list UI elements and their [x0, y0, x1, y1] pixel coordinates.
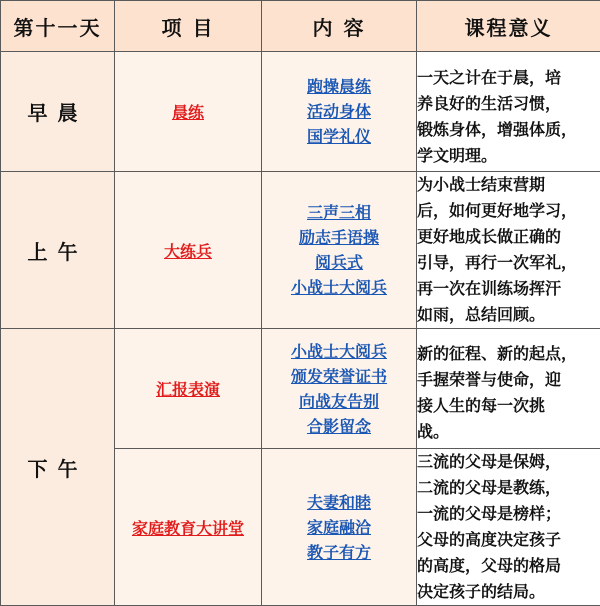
- meaning-cell: [417, 52, 600, 172]
- time-forenoon: 上午: [1, 172, 115, 329]
- content-link[interactable]: 跑操晨练: [262, 74, 416, 99]
- content-link[interactable]: 小战士大阅兵: [262, 339, 416, 364]
- header-content: 内 容: [262, 1, 417, 52]
- table-row: [1, 52, 600, 172]
- item-link[interactable]: 大练兵: [164, 242, 212, 261]
- meaning-line: 战。: [417, 419, 600, 445]
- item-cell: [115, 449, 262, 606]
- content-link[interactable]: 颁发荣誉证书: [262, 364, 416, 389]
- item-link[interactable]: 汇报表演: [156, 380, 220, 399]
- meaning-line: 父母的高度决定孩子: [417, 527, 600, 553]
- meaning-line: 为小战士结束营期: [417, 172, 600, 198]
- header-day: 第十一天: [1, 1, 115, 52]
- meaning-line: 引导，再行一次军礼，: [417, 250, 600, 276]
- content-link[interactable]: 阅兵式: [262, 250, 416, 275]
- meaning-line: 二流的父母是教练，: [417, 475, 600, 501]
- meaning-line: 养良好的生活习惯，: [417, 91, 600, 117]
- content-cell: [262, 172, 417, 329]
- content-cell: [262, 52, 417, 172]
- meaning-line: 后，如何更好地学习，: [417, 198, 600, 224]
- header-row: [1, 1, 600, 52]
- meaning-line: 更好地成长做正确的: [417, 224, 600, 250]
- content-link[interactable]: 励志手语操: [262, 225, 416, 250]
- item-link[interactable]: 晨练: [172, 103, 204, 122]
- content-link[interactable]: 活动身体: [262, 99, 416, 124]
- meaning-line: 再一次在训练场挥汗: [417, 276, 600, 302]
- content-link[interactable]: 向战友告别: [262, 389, 416, 414]
- meaning-line: 三流的父母是保姆，: [417, 449, 600, 475]
- item-cell: [115, 329, 262, 449]
- meaning-line: 新的征程、新的起点，: [417, 341, 600, 367]
- header-meaning: 课程意义: [417, 1, 600, 52]
- content-link[interactable]: 夫妻和睦: [262, 490, 416, 515]
- meaning-cell: [417, 172, 600, 329]
- meaning-line: 一天之计在于晨，培: [417, 65, 600, 91]
- meaning-line: 接人生的每一次挑: [417, 393, 600, 419]
- meaning-line: 一流的父母是榜样；: [417, 501, 600, 527]
- meaning-line: 手握荣誉与使命，迎: [417, 367, 600, 393]
- meaning-line: 锻炼身体，增强体质，: [417, 117, 600, 143]
- table-row: [1, 329, 600, 449]
- meaning-line: 的高度，父母的格局: [417, 553, 600, 579]
- table-row: [1, 172, 600, 329]
- item-cell: [115, 52, 262, 172]
- meaning-line: 学文明理。: [417, 143, 600, 169]
- content-link[interactable]: 家庭融洽: [262, 515, 416, 540]
- content-link[interactable]: 三声三相: [262, 200, 416, 225]
- time-morning: 早晨: [1, 52, 115, 172]
- content-link[interactable]: 教子有方: [262, 540, 416, 565]
- item-link[interactable]: 家庭教育大讲堂: [132, 519, 244, 538]
- item-cell: [115, 172, 262, 329]
- content-link[interactable]: 合影留念: [262, 414, 416, 439]
- meaning-cell: [417, 329, 600, 449]
- content-cell: [262, 449, 417, 606]
- header-item: 项 目: [115, 1, 262, 52]
- content-cell: [262, 329, 417, 449]
- time-afternoon: 下午: [1, 329, 115, 606]
- meaning-line: 如雨，总结回顾。: [417, 302, 600, 328]
- content-link[interactable]: 国学礼仪: [262, 124, 416, 149]
- meaning-cell: [417, 449, 600, 606]
- meaning-line: 决定孩子的结局。: [417, 579, 600, 605]
- content-link[interactable]: 小战士大阅兵: [262, 275, 416, 300]
